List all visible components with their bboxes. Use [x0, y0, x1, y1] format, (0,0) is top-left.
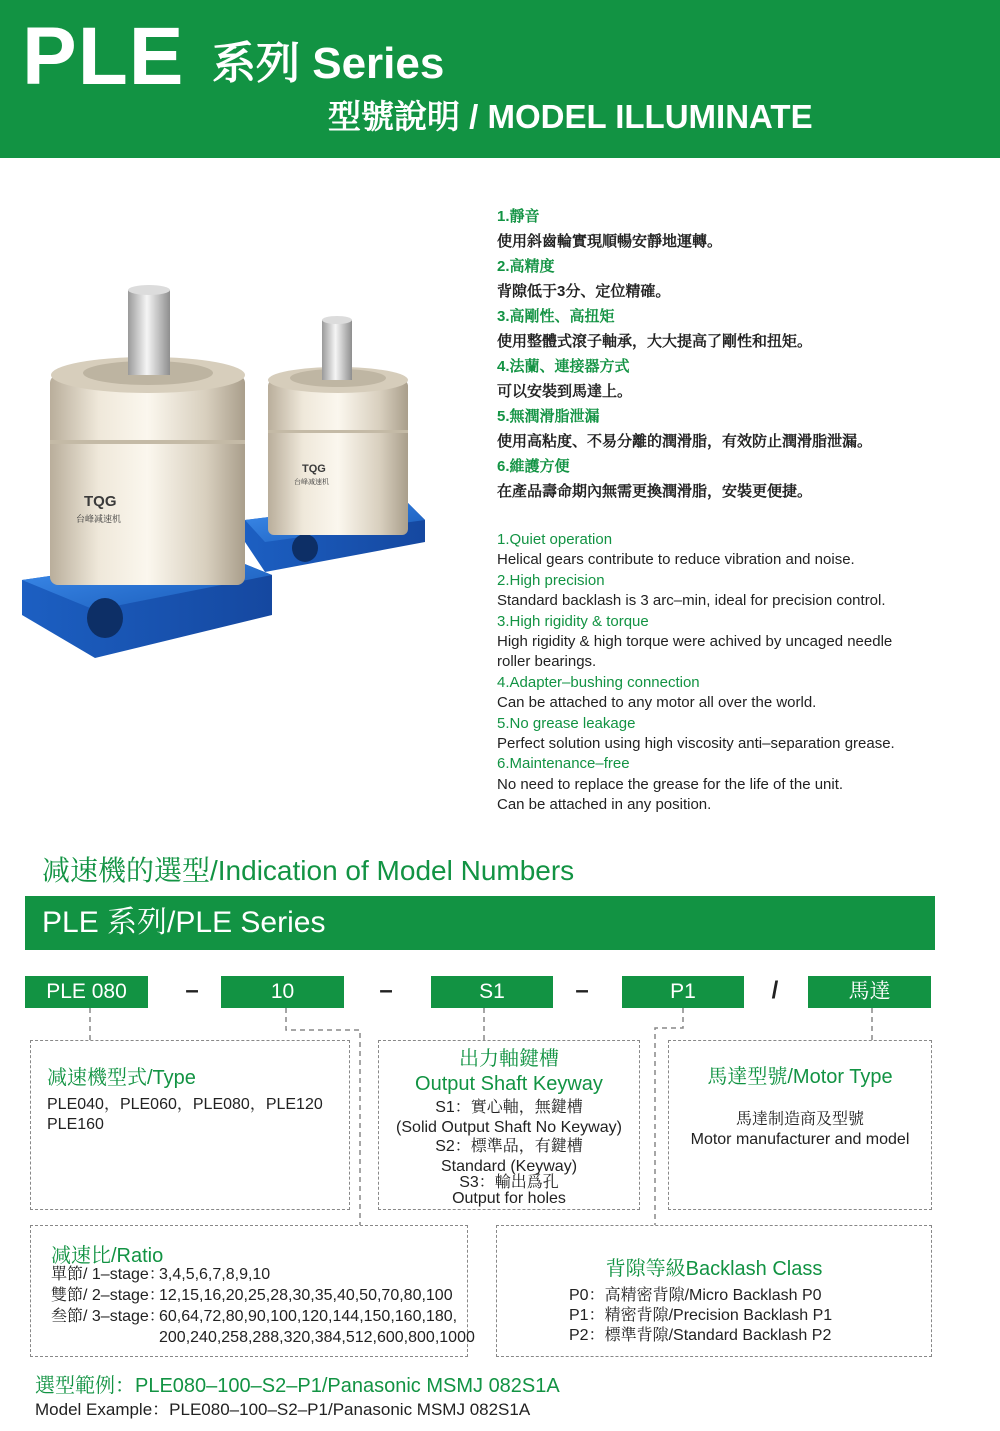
motor-box-line: Motor manufacturer and model: [690, 1131, 910, 1148]
backlash-box-title: 背隙等級Backlash Class: [605, 1258, 823, 1280]
feature-zh-desc: 背隙低于3分、定位精確。: [497, 283, 671, 300]
motor-box-title: 馬達型號/Motor Type: [707, 1066, 893, 1088]
small-logo-tqg: TQG: [302, 463, 326, 475]
ratio-stage-label: 雙節/ 2–stage：: [51, 1287, 165, 1304]
backlash-class-box: [496, 1225, 932, 1357]
gearbox-product-image: [10, 280, 480, 670]
feature-en-desc: Helical gears contribute to reduce vibration and noise.: [497, 551, 855, 569]
ratio-stage-label: 單節/ 1–stage：: [51, 1266, 165, 1283]
backlash-line: P2：標準背隙/Standard Backlash P2: [569, 1327, 832, 1344]
ratio-stage-label: 叁節/ 3–stage：: [51, 1308, 165, 1325]
shaft-box-title-en: Output Shaft Keyway: [415, 1073, 603, 1095]
shaft-box-line: S1：實心軸，無鍵槽: [435, 1099, 583, 1116]
type-box-line: PLE040，PLE060，PLE080，PLE120: [47, 1096, 323, 1113]
feature-zh-title: 5.無潤滑脂泄漏: [497, 408, 600, 425]
feature-zh-desc: 使用整體式滾子軸承，大大提高了剛性和扭矩。: [497, 333, 813, 350]
series-title: 系列 Series: [212, 39, 445, 88]
code-ratio-box: 10: [221, 976, 344, 1008]
model-example-en: Model Example：PLE080–100–S2–P1/Panasonic MSMJ 082S1A: [35, 1400, 531, 1419]
shaft-keyway-box: [378, 1040, 640, 1210]
feature-zh-desc: 使用高粘度、不易分離的潤滑脂，有效防止潤滑脂泄漏。: [497, 433, 873, 450]
feature-en-title: 4.Adapter–bushing connection: [497, 673, 700, 691]
feature-zh-title: 4.法蘭、連接器方式: [497, 358, 630, 375]
ratio-stage-values: 200,240,258,288,320,384,512,600,800,1000: [159, 1329, 475, 1346]
feature-en-title: 6.Maintenance–free: [497, 755, 630, 773]
feature-zh-desc: 使用斜齒輪實現順暢安靜地運轉。: [497, 233, 723, 250]
features-english: [497, 530, 977, 816]
shaft-box-line: Standard (Keyway): [440, 1158, 578, 1175]
ratio-stage-label: [51, 1327, 159, 1348]
ratio-row: [51, 1264, 475, 1285]
feature-en-desc: Perfect solution using high viscosity anti–separation grease.: [497, 735, 895, 753]
code-shaft-box: S1: [431, 976, 553, 1008]
backlash-line: P1：精密背隙/Precision Backlash P1: [569, 1307, 833, 1324]
type-box: [30, 1040, 350, 1210]
code-dash: –: [185, 977, 199, 1004]
ratio-box-title: 减速比/Ratio: [51, 1245, 164, 1267]
feature-zh-desc: 可以安裝到馬達上。: [497, 383, 633, 400]
feature-zh-title: 3.高剛性、高扭矩: [497, 308, 615, 325]
ratio-box: [30, 1225, 475, 1357]
large-gearbox: [22, 285, 272, 658]
motor-box-line: 馬達制造商及型號: [735, 1111, 864, 1128]
code-dash: –: [379, 977, 393, 1004]
motor-type-box: [668, 1040, 932, 1210]
type-box-title: 减速機型式/Type: [47, 1067, 196, 1089]
feature-en-title: 2.High precision: [497, 571, 605, 589]
feature-zh-title: 1.靜音: [497, 208, 540, 225]
shaft-box-line: S3：輸出爲孔: [459, 1174, 559, 1191]
feature-en-desc: No need to replace the grease for the life of the unit.: [497, 775, 844, 793]
type-box-line: PLE160: [47, 1116, 104, 1133]
large-logo-sub: 台峰减速机: [76, 515, 122, 525]
small-gearbox: [245, 316, 425, 572]
feature-en-title: 1.Quiet operation: [497, 531, 613, 548]
series-bar-label: PLE 系列/PLE Series: [42, 906, 326, 939]
code-slash: /: [771, 977, 779, 1004]
feature-en-desc: Can be attached in any position.: [497, 796, 712, 814]
backlash-line: P0：高精密背隙/Micro Backlash P0: [569, 1287, 822, 1304]
ratio-rows: [51, 1264, 475, 1348]
model-example-zh: 選型範例：PLE080–100–S2–P1/Panasonic MSMJ 082S1A: [35, 1375, 560, 1397]
shaft-box-line: S2：標準品，有鍵槽: [435, 1138, 583, 1155]
ratio-row: [51, 1306, 475, 1327]
code-backlash-box: P1: [622, 976, 744, 1008]
shaft-box-line: (Solid Output Shaft No Keyway): [396, 1119, 622, 1136]
small-logo-sub: 台峰减速机: [294, 478, 329, 486]
ratio-stage-values: 3,4,5,6,7,8,9,10: [159, 1266, 271, 1283]
ratio-row: [51, 1327, 475, 1348]
feature-zh-title: 6.維護方便: [497, 458, 570, 475]
code-dash: –: [575, 977, 589, 1004]
code-type-box: PLE 080: [25, 976, 148, 1008]
ratio-stage-values: 60,64,72,80,90,100,120,144,150,160,180,: [159, 1308, 458, 1325]
feature-en-desc: Standard backlash is 3 arc–min, ideal for precision control.: [497, 592, 886, 610]
feature-en-desc: High rigidity & high torque were achived by uncaged needle: [497, 633, 893, 651]
feature-en-title: 5.No grease leakage: [497, 714, 636, 732]
shaft-box-title-zh: 出力軸鍵槽: [459, 1048, 559, 1070]
ratio-row: [51, 1285, 475, 1306]
features-chinese: [497, 205, 977, 505]
code-motor-box: 馬達: [808, 976, 931, 1008]
ratio-stage-values: 12,15,16,20,25,28,30,35,40,50,70,80,100: [159, 1287, 453, 1304]
feature-zh-desc: 在產品壽命期內無需更換潤滑脂，安裝更便捷。: [497, 483, 813, 500]
feature-zh-title: 2.高精度: [497, 258, 555, 275]
large-logo-tqg: TQG: [84, 493, 117, 510]
brand-title: PLE: [22, 11, 185, 102]
feature-en-desc: Can be attached to any motor all over the world.: [497, 694, 817, 712]
model-illuminate-subtitle: 型號說明 / MODEL ILLUMINATE: [328, 98, 813, 135]
feature-en-title: 3.High rigidity & torque: [497, 612, 649, 630]
shaft-box-line: Output for holes: [452, 1190, 566, 1207]
feature-en-desc: roller bearings.: [497, 653, 597, 671]
model-selection-heading: 减速機的選型/Indication of Model Numbers: [42, 855, 575, 886]
